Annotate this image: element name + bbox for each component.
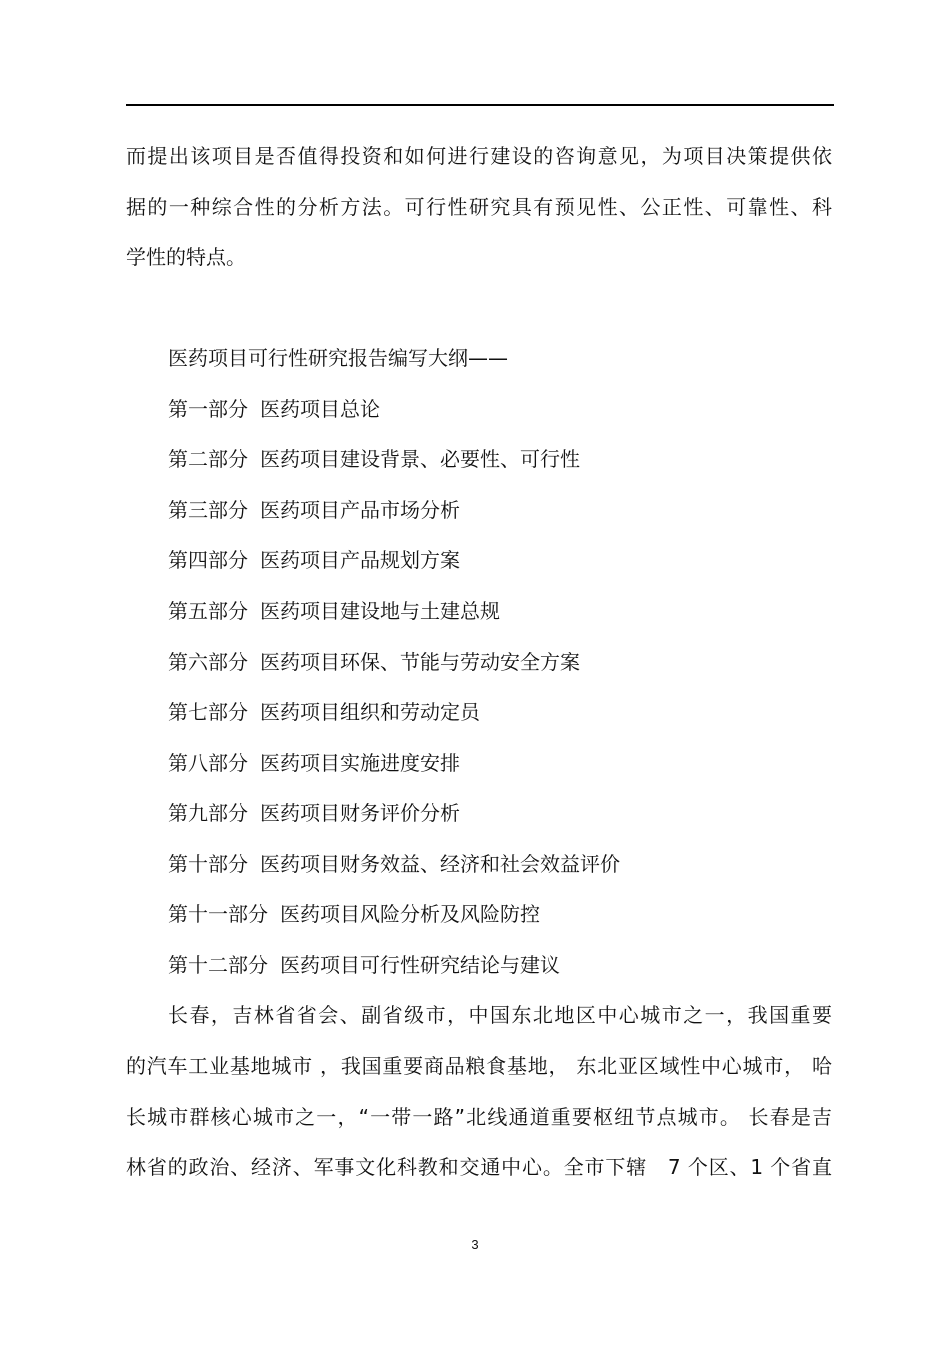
outline-item [168,597,500,625]
outline-item-title: 医药项目产品规划方案 [260,548,460,572]
outline-item [168,445,580,473]
outline-item-number: 第十一部分 [168,902,268,926]
header-rule [126,104,834,106]
intro-line-2: 据的一种综合性的分析方法。可行性研究具有预见性、公正性、可靠性、科 [126,195,832,219]
outline-item-number: 第九部分 [168,801,248,825]
city-line-3: 长城市群核心城市之一，“一带一路”北线通道重要枢纽节点城市。 长春是吉 [126,1105,832,1129]
outline-item-number: 第十部分 [168,852,248,876]
outline-item-number: 第三部分 [168,498,248,522]
outline-item [168,546,460,574]
outline-item-title: 医药项目建设地与土建总规 [260,599,500,623]
outline-item-title: 医药项目可行性研究结论与建议 [280,953,560,977]
outline-item [168,395,380,423]
outline-item-number: 第二部分 [168,447,248,471]
outline-item-title: 医药项目财务评价分析 [260,801,460,825]
outline-item-title: 医药项目组织和劳动定员 [260,700,480,724]
outline-item-title: 医药项目风险分析及风险防控 [280,902,540,926]
city-line-1: 长春，吉林省省会、副省级市，中国东北地区中心城市之一，我国重要 [168,1003,832,1027]
outline-item-title: 医药项目建设背景、必要性、可行性 [260,447,580,471]
outline-item-number: 第十二部分 [168,953,268,977]
outline-item-title: 医药项目总论 [260,397,380,421]
outline-item-number: 第六部分 [168,650,248,674]
outline-item [168,749,460,777]
outline-item [168,496,460,524]
outline-item [168,698,480,726]
outline-item-title: 医药项目财务效益、经济和社会效益评价 [260,852,620,876]
outline-item [168,799,460,827]
outline-item-number: 第四部分 [168,548,248,572]
outline-item [168,850,620,878]
outline-item-number: 第七部分 [168,700,248,724]
outline-item-title: 医药项目环保、节能与劳动安全方案 [260,650,580,674]
outline-item-number: 第八部分 [168,751,248,775]
outline-item-number: 第五部分 [168,599,248,623]
intro-line-1: 而提出该项目是否值得投资和如何进行建设的咨询意见，为项目决策提供依 [126,144,832,168]
outline-item-number: 第一部分 [168,397,248,421]
intro-line-3: 学性的特点。 [126,245,246,269]
outline-item [168,900,540,928]
outline-heading: 医药项目可行性研究报告编写大纲—— [168,346,508,370]
outline-item [168,648,580,676]
outline-item-title: 医药项目实施进度安排 [260,751,460,775]
page-number: 3 [471,1237,479,1252]
city-line-2: 的汽车工业基地城市 ，我国重要商品粮食基地， 东北亚区域性中心城市， 哈 [126,1054,832,1078]
outline-item-title: 医药项目产品市场分析 [260,498,460,522]
city-line-4: 林省的政治、经济、军事文化科教和交通中心。全市下辖 7 个区、1 个省直 [126,1155,832,1179]
outline-item [168,951,560,979]
